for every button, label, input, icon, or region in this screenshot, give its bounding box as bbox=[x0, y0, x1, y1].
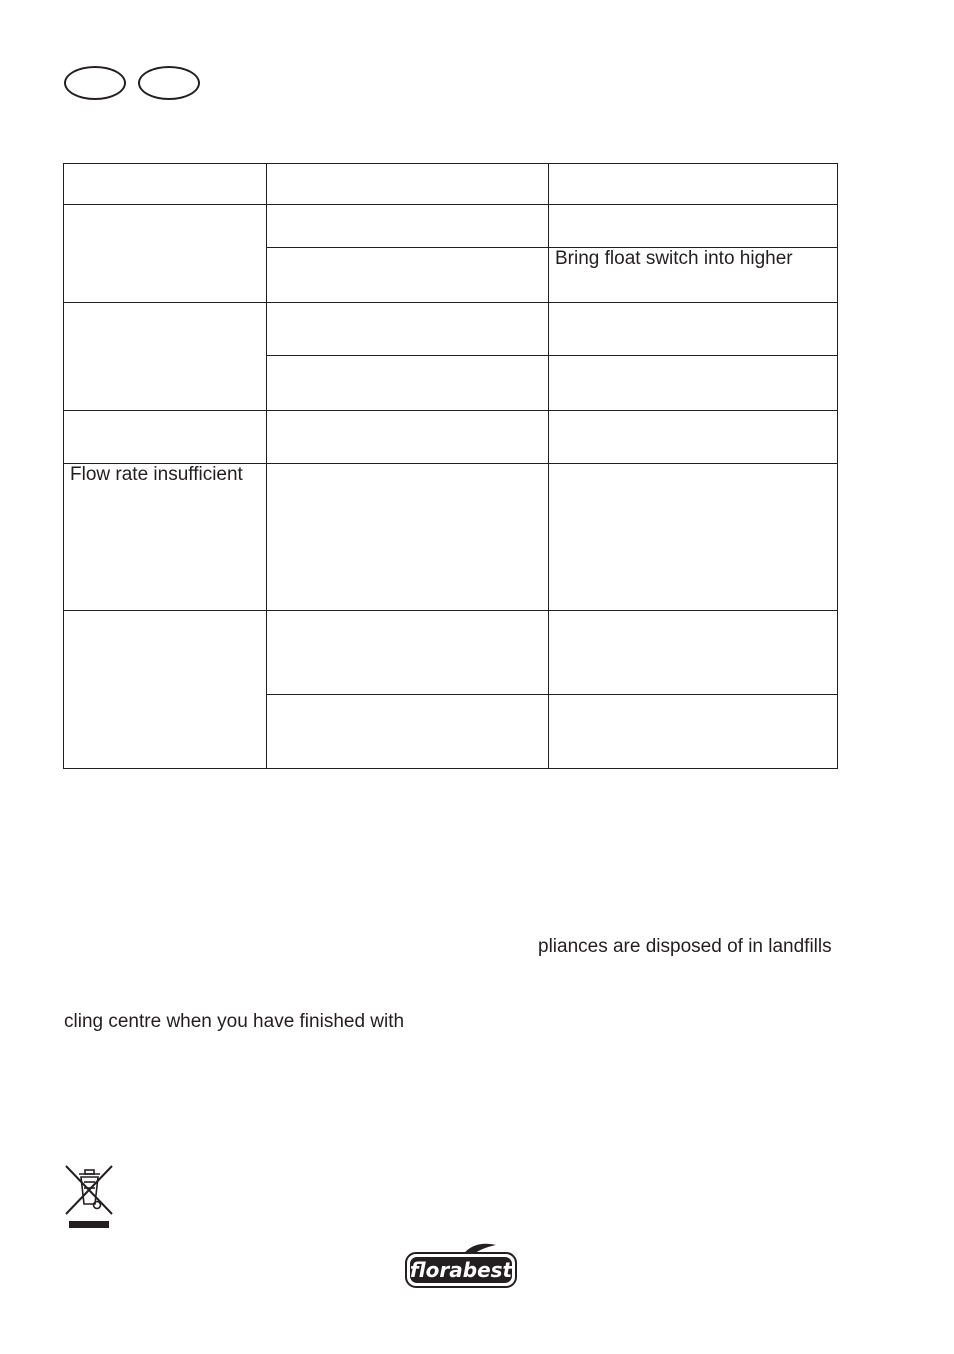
problem-cell: Flow rate insufficient bbox=[64, 464, 267, 611]
remedy-cell bbox=[549, 411, 838, 464]
cause-cell bbox=[267, 356, 549, 411]
header-cell-problem bbox=[64, 164, 267, 205]
florabest-logo bbox=[404, 1242, 518, 1290]
cause-cell bbox=[267, 464, 549, 611]
cause-cell bbox=[267, 611, 549, 695]
table-header-row bbox=[64, 164, 838, 205]
problem-cell bbox=[64, 205, 267, 303]
remedy-cell: Bring float switch into higher bbox=[549, 248, 838, 303]
logo-text: florabest bbox=[409, 1258, 513, 1282]
cause-cell bbox=[267, 248, 549, 303]
remedy-cell bbox=[549, 356, 838, 411]
disposal-text-line: pliances are disposed of in landfills bbox=[538, 936, 832, 957]
cause-cell bbox=[267, 205, 549, 248]
cause-cell bbox=[267, 695, 549, 769]
table-row bbox=[64, 303, 838, 356]
problem-cell bbox=[64, 611, 267, 769]
remedy-cell bbox=[549, 695, 838, 769]
cause-cell bbox=[267, 411, 549, 464]
header-cell-cause bbox=[267, 164, 549, 205]
problem-cell bbox=[64, 303, 267, 411]
language-badge-oval bbox=[64, 66, 126, 100]
remedy-cell bbox=[549, 205, 838, 248]
problem-cell bbox=[64, 411, 267, 464]
crossed-out-bin-icon bbox=[64, 1164, 114, 1230]
remedy-cell bbox=[549, 303, 838, 356]
remedy-cell bbox=[549, 611, 838, 695]
language-badge-oval bbox=[138, 66, 200, 100]
troubleshooting-table bbox=[63, 163, 838, 769]
remedy-cell bbox=[549, 464, 838, 611]
table-row bbox=[64, 205, 838, 248]
header-cell-remedy bbox=[549, 164, 838, 205]
table-row bbox=[64, 611, 838, 695]
disposal-text-line: cling centre when you have finished with bbox=[64, 1011, 405, 1032]
table-row bbox=[64, 411, 838, 464]
cause-cell bbox=[267, 303, 549, 356]
table-row bbox=[64, 464, 838, 611]
